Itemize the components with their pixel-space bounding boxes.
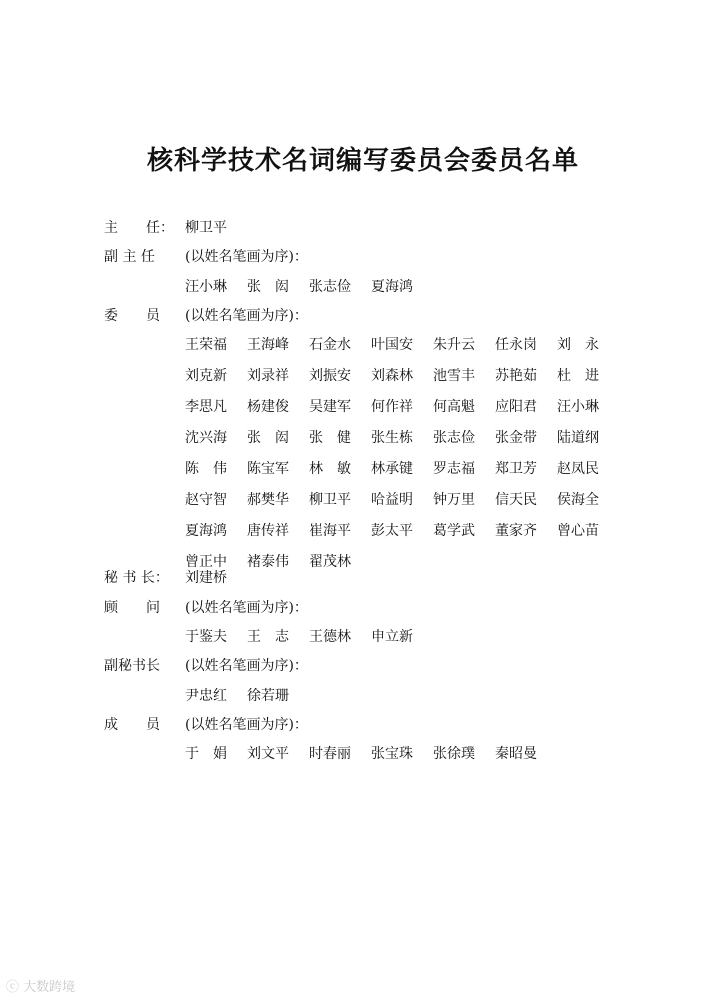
director-label: 主 任： <box>104 220 174 236</box>
person-name: 刘森林 <box>371 368 413 384</box>
person-name: 叶国安 <box>371 337 413 353</box>
person-name: 何作祥 <box>371 399 413 415</box>
person-name: 葛学武 <box>433 523 475 539</box>
person-name: 申立新 <box>371 629 413 645</box>
person-name: 刘 永 <box>557 337 599 353</box>
person-name: 张宝珠 <box>371 746 413 762</box>
person-name: 吴建军 <box>309 399 351 415</box>
person-name: 林承键 <box>371 461 413 477</box>
person-name: 张 闳 <box>247 430 289 446</box>
members-label: 委 员 <box>104 308 160 324</box>
person-name: 张金带 <box>495 430 537 446</box>
person-name: 曾正中 <box>185 554 227 570</box>
person-name: 曾心苗 <box>557 523 599 539</box>
director-name: 柳卫平 <box>185 220 227 236</box>
members-note: (以姓名笔画为序)： <box>185 308 308 324</box>
person-name: 应阳君 <box>495 399 537 415</box>
person-name: 侯海全 <box>557 492 599 508</box>
page-title: 核科学技术名词编写委员会委员名单 <box>146 146 579 176</box>
secretary-general-name: 刘建桥 <box>185 570 227 586</box>
person-name: 翟茂林 <box>309 554 351 570</box>
person-name: 徐若珊 <box>247 688 289 704</box>
person-name: 何高魁 <box>433 399 475 415</box>
person-name: 夏海鸿 <box>185 523 227 539</box>
person-name: 张 闳 <box>247 279 289 295</box>
person-name: 张志俭 <box>309 279 351 295</box>
person-name: 彭太平 <box>371 523 413 539</box>
deputy-director-label: 副 主 任 <box>104 249 155 265</box>
person-name: 陈 伟 <box>185 461 227 477</box>
advisors-label: 顾 问 <box>104 600 160 616</box>
person-name: 刘振安 <box>309 368 351 384</box>
person-name: 哈益明 <box>371 492 413 508</box>
person-name: 王荣福 <box>185 337 227 353</box>
person-name: 张徐璞 <box>433 746 475 762</box>
person-name: 钟万里 <box>433 492 475 508</box>
person-name: 汪小琳 <box>185 279 227 295</box>
secretary-general-label: 秘 书 长： <box>104 570 169 586</box>
staff-list <box>185 744 625 775</box>
deputy-secretary-general-label: 副秘书长 <box>104 658 160 674</box>
person-name: 信天民 <box>495 492 537 508</box>
person-name: 汪小琳 <box>557 399 599 415</box>
person-name: 刘克新 <box>185 368 227 384</box>
person-name: 赵凤民 <box>557 461 599 477</box>
deputy-secretary-general-list <box>185 686 625 717</box>
person-name: 陆道纲 <box>557 430 599 446</box>
person-name: 于鉴夫 <box>185 629 227 645</box>
person-name: 陈宝军 <box>247 461 289 477</box>
deputy-secretary-general-note: (以姓名笔画为序)： <box>185 658 308 674</box>
person-name: 张 健 <box>309 430 351 446</box>
person-name: 池雪丰 <box>433 368 475 384</box>
person-name: 沈兴海 <box>185 430 227 446</box>
members-list <box>185 335 625 583</box>
person-name: 王德林 <box>309 629 351 645</box>
person-name: 郑卫芳 <box>495 461 537 477</box>
person-name: 杨建俊 <box>247 399 289 415</box>
person-name: 王海峰 <box>247 337 289 353</box>
person-name: 唐传祥 <box>247 523 289 539</box>
person-name: 林 敏 <box>309 461 351 477</box>
advisors-list <box>185 627 625 658</box>
person-name: 朱升云 <box>433 337 475 353</box>
person-name: 刘录祥 <box>247 368 289 384</box>
staff-label: 成 员 <box>104 717 160 733</box>
person-name: 张生栋 <box>371 430 413 446</box>
person-name: 任永岗 <box>495 337 537 353</box>
staff-note: (以姓名笔画为序)： <box>185 717 308 733</box>
person-name: 张志俭 <box>433 430 475 446</box>
person-name: 杜 进 <box>557 368 599 384</box>
watermark: ⓒ 大数跨境 <box>6 980 76 995</box>
person-name: 时春丽 <box>309 746 351 762</box>
person-name: 尹忠红 <box>185 688 227 704</box>
person-name: 李思凡 <box>185 399 227 415</box>
person-name: 石金水 <box>309 337 351 353</box>
person-name: 罗志福 <box>433 461 475 477</box>
person-name: 苏艳茹 <box>495 368 537 384</box>
person-name: 王 志 <box>247 629 289 645</box>
person-name: 郝樊华 <box>247 492 289 508</box>
person-name: 董家齐 <box>495 523 537 539</box>
deputy-director-list <box>185 277 625 308</box>
person-name: 崔海平 <box>309 523 351 539</box>
deputy-director-note: (以姓名笔画为序)： <box>185 249 308 265</box>
person-name: 夏海鸿 <box>371 279 413 295</box>
person-name: 刘文平 <box>247 746 289 762</box>
person-name: 褚泰伟 <box>247 554 289 570</box>
person-name: 柳卫平 <box>309 492 351 508</box>
advisors-note: (以姓名笔画为序)： <box>185 600 308 616</box>
person-name: 秦昭曼 <box>495 746 537 762</box>
person-name: 赵守智 <box>185 492 227 508</box>
person-name: 于 娟 <box>185 746 227 762</box>
